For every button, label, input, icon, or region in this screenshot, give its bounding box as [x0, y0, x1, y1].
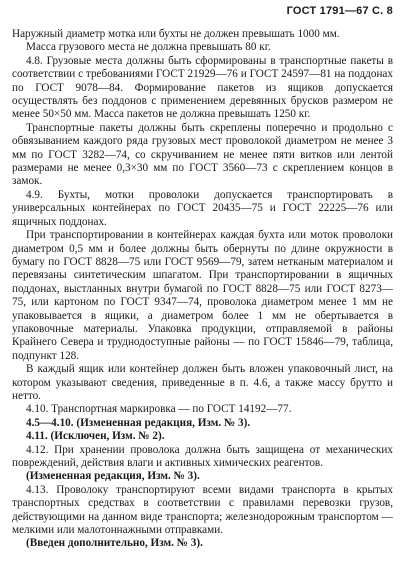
paragraph: В каждый ящик или контейнер должен быть вложен упаковочный лист, на котором указывают сведения, приведенные в п. 4.6, а также массу брутто и нетто.: [12, 363, 393, 402]
paragraph: Масса грузового места не должна превышать 80 кг.: [26, 41, 271, 54]
paragraph: Наружный диаметр мотка или бухты не должен превышать 1000 мм.: [12, 28, 340, 40]
amendment-note: 4.5—4.10. (Измененная редакция, Изм. № 3).: [26, 416, 251, 429]
page-header: ГОСТ 1791—67 С. 8: [286, 5, 393, 17]
paragraph: При транспортировании в контейнерах каждая бухта или моток проволоки диаметром 0,5 мм и более должны быть обернуты по длине окружности в бумагу по ГОСТ 8828—75 или ГОСТ 9569—79, затем нетканым материалом и перевязаны синтетическим шпагатом. При транспортировании в ящичных поддонах, выстланных внутри бумагой по ГОСТ 8828—75 или ГОСТ 8273—75, или картоном по ГОСТ 9347—74, проволока диаметром менее 1 мм не упаковывается в ящики, а диаметром более 1 мм не обертывается в упаковочные материалы. Упаковка продукции, отправляемой в районы Крайнего Севера и труднодоступные районы — по ГОСТ 15846—79, таблица, подпункт 128.: [12, 229, 393, 362]
amendment-note: (Измененная редакция, Изм. № 3).: [26, 470, 200, 483]
amendment-note: (Введен дополнительно, Изм. № 3).: [26, 537, 203, 550]
paragraph: 4.8. Грузовые места должны быть сформированы в транспортные пакеты в соответствии с требованиями ГОСТ 21929—76 и ГОСТ 24597—81 на поддонах по ГОСТ 9078—84. Формирование пакетов из ящиков допускается осуществлять без поддонов с применением деревянных брусков размером не менее 50×50 мм. Масса пакетов не должна превышать 1250 кг.: [12, 54, 393, 121]
amendment-note: 4.11. (Исключен, Изм. № 2).: [26, 430, 165, 443]
paragraph: 4.12. При хранении проволока должна быть защищена от механических повреждений, действия влаги и активных химических реагентов.: [12, 443, 393, 469]
paragraph: 4.13. Проволоку транспортируют всеми видами транспорта в крытых транспортных средствах в соответствии с правилами перевозки грузов, действующими на данном виде транспорта; железнодорожным транспортом — мелкими или малотоннажными отправками.: [12, 483, 393, 537]
paragraph: 4.9. Бухты, мотки проволоки допускается транспортировать в универсальных контейнерах по ГОСТ 20435—75 и ГОСТ 22225—76 или ящичных поддонах.: [12, 188, 393, 228]
document-body: [12, 28, 393, 551]
paragraph: 4.10. Транспортная маркировка — по ГОСТ 14192—77.: [26, 403, 292, 416]
paragraph: Транспортные пакеты должны быть скреплены поперечно и продольно с обвязыванием каждого ряда грузовых мест проволокой диаметром не менее 3 мм по ГОСТ 3282—74, со скручиванием не менее пяти витков или лентой размерами не менее 0,3×30 мм по ГОСТ 3560—73 с скреплением концов в замок.: [12, 121, 393, 188]
